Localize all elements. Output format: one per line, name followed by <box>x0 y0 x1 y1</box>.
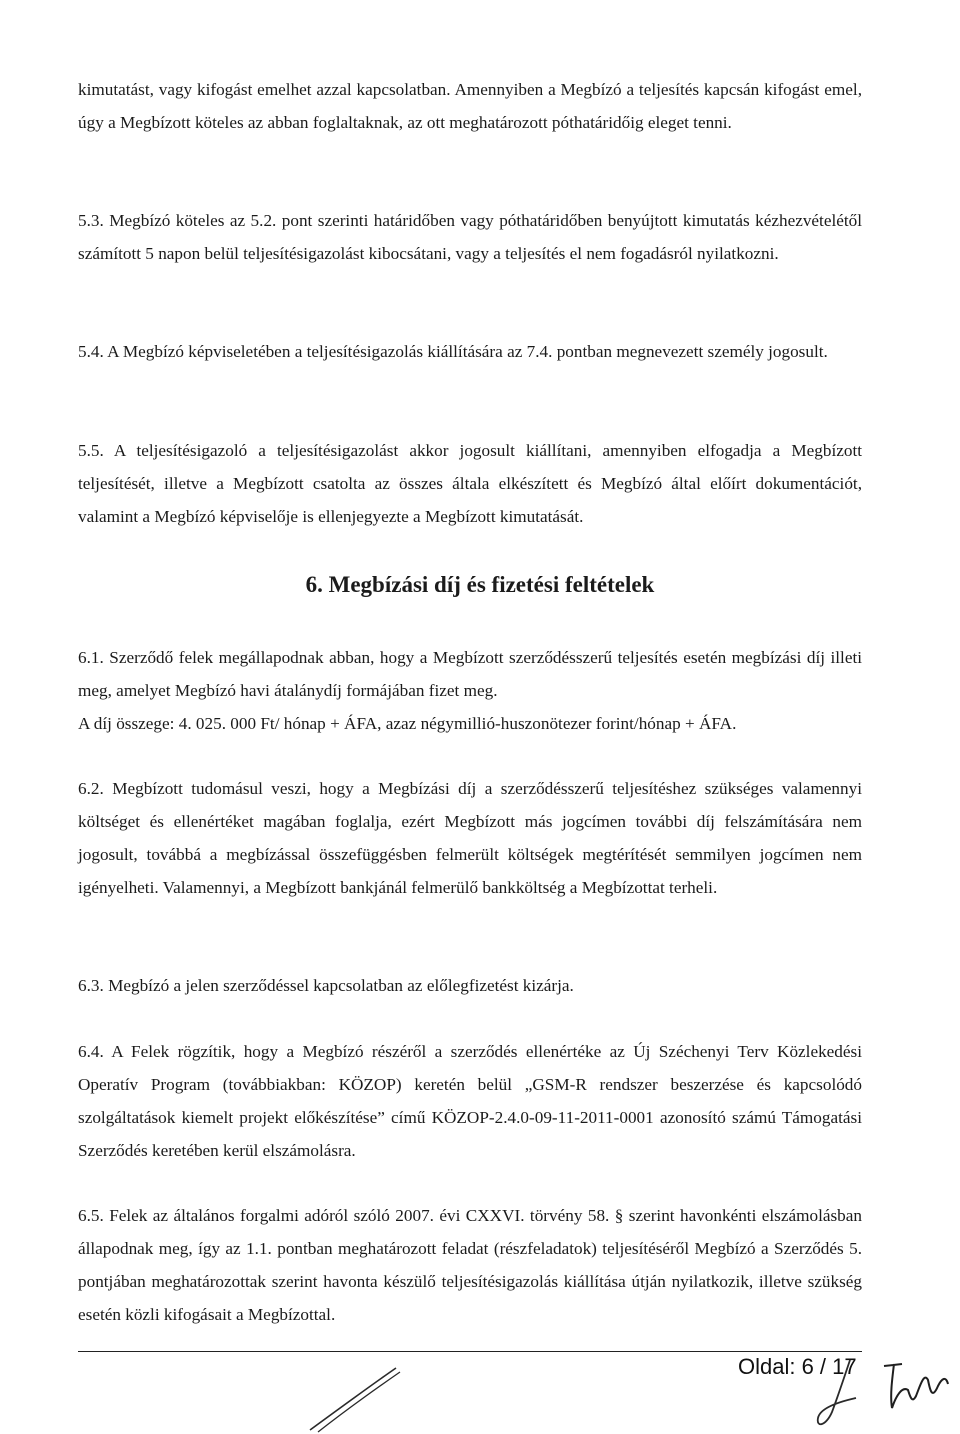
initials-signature-right <box>880 1356 952 1416</box>
paragraph-intro <box>78 73 862 139</box>
fee-amount-line: A díj összege: 4. 025. 000 Ft/ hónap + ÁFA, azaz négymillió-huszonötezer forint/hónap + ÁFA. <box>78 714 737 733</box>
initials-signature-middle <box>812 1354 872 1432</box>
paragraph-5-5 <box>78 434 862 533</box>
paragraph-5-3 <box>78 204 862 270</box>
paragraph-6-4-text: 6.4. A Felek rögzítik, hogy a Megbízó részéről a szerződés ellenértéke az Új Széchenyi Terv Közlekedési Operatív Program (továbbiakban: KÖZOP) keretén belül „GSM-R rendszer beszerzése és kapcsolódó szolgáltatások kiemelt projekt előkészítése” című KÖZOP-2.4.0-09-11-2011-0001 azonosító számú Támogatási Szerződés keretében kerül elszámolásra. <box>78 1042 862 1160</box>
paragraph-6-2 <box>78 772 862 904</box>
paragraph-6-5-text: 6.5. Felek az általános forgalmi adóról szóló 2007. évi CXXVI. törvény 58. § szerint havonkénti elszámolásban állapodnak meg, így az 1.1. pontban meghatározott feladat (részfeladatok) teljesítéséről Megbízó a Szerződés 5. pontjában meghatározottak szerint havonta készülő teljesítésigazolás kiállítása útján nyilatkozik, illetve szükség esetén közli kifogásait a Megbízottal. <box>78 1206 862 1324</box>
paragraph-5-4-text: 5.4. A Megbízó képviseletében a teljesítésigazolás kiállítására az 7.4. pontban megnevezett személy jogosult. <box>78 342 828 361</box>
paragraph-6-1 <box>78 641 862 740</box>
paragraph-6-5 <box>78 1199 862 1331</box>
paragraph-5-5-text: 5.5. A teljesítésigazoló a teljesítésigazolást akkor jogosult kiállítani, amennyiben elfogadja a Megbízott teljesítését, illetve a Megbízott csatolta az összes általa elkészített és Megbízó által előírt dokumentációt, valamint a Megbízó képviselője is ellenjegyezte a Megbízott kimutatását. <box>78 441 862 526</box>
paragraph-5-4 <box>78 335 862 368</box>
section-heading: 6. Megbízási díj és fizetési feltételek <box>305 572 655 597</box>
page-number: Oldal: 6 / 17 <box>738 1354 857 1379</box>
paragraph-6-2-text: 6.2. Megbízott tudomásul veszi, hogy a Megbízási díj a szerződésszerű teljesítéshez szükséges valamennyi költséget és ellenértéket magában foglalja, ezért Megbízott más jogcímen további díj felszámítására nem jogosult, továbbá a megbízással összefüggésben felmerült költségek megtérítését semmilyen jogcímen nem igényelheti. Valamennyi, a Megbízott bankjánál felmerülő bankköltség a Megbízottat terheli. <box>78 779 862 897</box>
paragraph-5-3-text: 5.3. Megbízó köteles az 5.2. pont szerinti határidőben vagy póthatáridőben benyújtott kimutatás kézhezvételétől számított 5 napon belül teljesítésigazolást kibocsátani, vagy a teljesítés el nem fogadásról nyilatkozni. <box>78 211 862 263</box>
initials-signature-left <box>300 1364 410 1434</box>
paragraph-6-1-text: 6.1. Szerződő felek megállapodnak abban, hogy a Megbízott szerződésszerű teljesítés esetén megbízási díj illeti meg, amelyet Megbízó havi átalánydíj formájában fizet meg. <box>78 648 862 700</box>
paragraph-6-3 <box>78 969 862 1002</box>
paragraph-intro-text: kimutatást, vagy kifogást emelhet azzal kapcsolatban. Amennyiben a Megbízó a teljesítés kapcsán kifogást emel, úgy a Megbízott köteles az abban foglaltaknak, az ott meghatározott póthatáridőig eleget tenni. <box>78 80 862 132</box>
paragraph-6-4 <box>78 1035 862 1167</box>
paragraph-6-3-text: 6.3. Megbízó a jelen szerződéssel kapcsolatban az előlegfizetést kizárja. <box>78 976 574 995</box>
